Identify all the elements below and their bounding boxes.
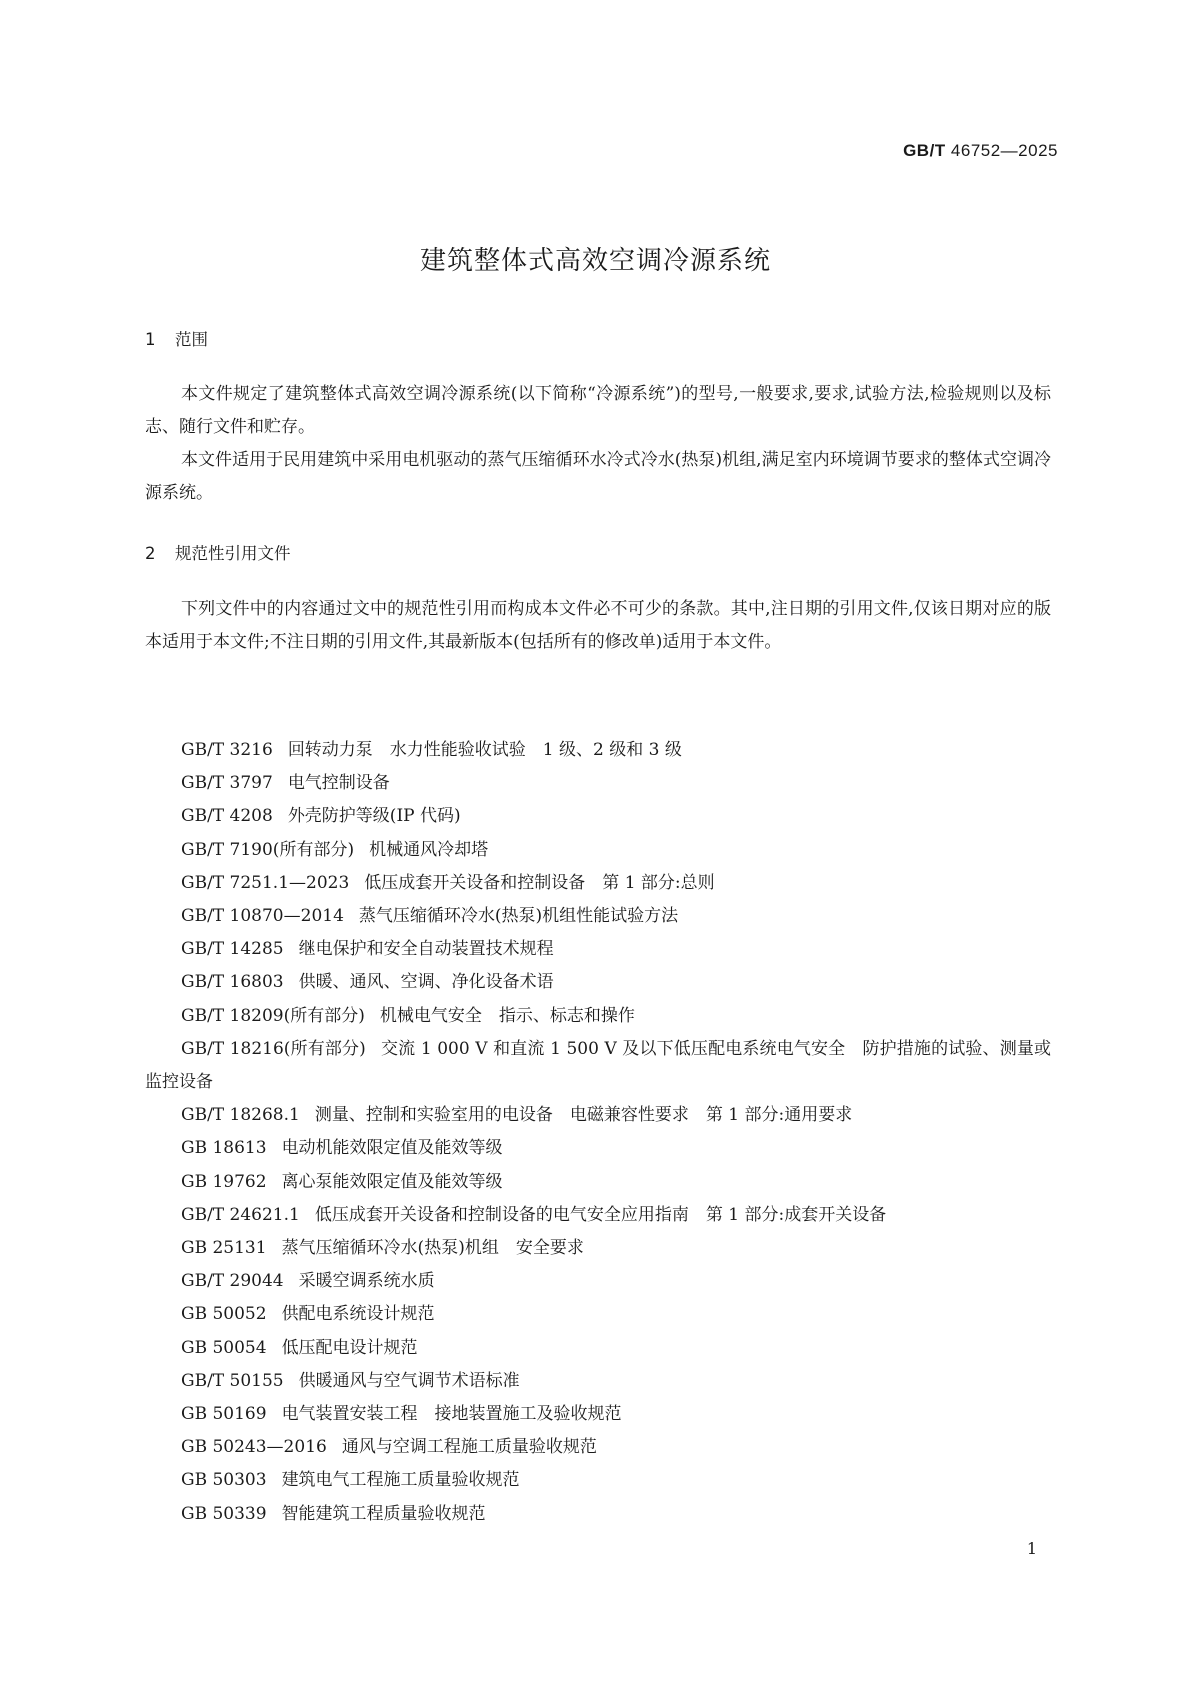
reference-title: 回转动力泵 水力性能验收试验 1 级、2 级和 3 级: [287, 740, 682, 760]
reference-item: [145, 1498, 1051, 1531]
section-title: 规范性引用文件: [175, 544, 291, 563]
reference-code: GB/T 4208: [181, 806, 273, 827]
reference-title: 电气装置安装工程 接地装置施工及验收规范: [281, 1404, 622, 1425]
reference-code: GB 50054: [181, 1337, 267, 1358]
reference-title: 通风与空调工程施工质量验收规范: [341, 1437, 597, 1458]
reference-title: 蒸气压缩循环冷水(热泵)机组性能试验方法: [358, 906, 679, 927]
reference-item: [145, 933, 1051, 966]
reference-code: GB/T 18268.1: [181, 1105, 300, 1126]
reference-item: [145, 1431, 1051, 1464]
reference-item: [145, 1464, 1051, 1497]
section-heading-scope: [145, 326, 208, 350]
references-intro: 下列文件中的内容通过文中的规范性引用而构成本文件必不可少的条款。其中,注日期的引用文件,仅该日期对应的版本适用于本文件;不注日期的引用文件,其最新版本(包括所有的修改单)适用于本文件。: [145, 599, 1051, 652]
reference-item: [145, 734, 1051, 767]
reference-code: GB/T 7190(所有部分): [181, 839, 355, 860]
reference-title: 电气控制设备: [287, 773, 390, 794]
reference-code: GB 18613: [181, 1138, 267, 1159]
section-heading-normative-references: [145, 540, 291, 564]
reference-title: 供暖通风与空气调节术语标准: [298, 1370, 520, 1391]
reference-code: GB/T 18209(所有部分): [181, 1005, 365, 1026]
reference-title: 机械电气安全 指示、标志和操作: [379, 1005, 635, 1026]
reference-code: GB/T 29044: [181, 1271, 284, 1292]
reference-item: [145, 834, 1051, 867]
reference-title: 建筑电气工程施工质量验收规范: [281, 1470, 520, 1491]
reference-title: 供暖、通风、空调、净化设备术语: [298, 972, 554, 993]
reference-item: [145, 800, 1051, 833]
reference-item: [145, 1398, 1051, 1431]
page-number: 1: [1026, 1539, 1037, 1558]
reference-code: GB 50169: [181, 1404, 267, 1425]
reference-title: 低压成套开关设备和控制设备的电气安全应用指南 第 1 部分:成套开关设备: [314, 1204, 887, 1225]
reference-item: [145, 966, 1051, 999]
reference-code: GB/T 3216: [181, 740, 273, 760]
section-number: 2: [145, 544, 156, 563]
reference-title: 离心泵能效限定值及能效等级: [281, 1171, 503, 1192]
reference-title: 采暖空调系统水质: [298, 1271, 435, 1292]
reference-code: GB/T 50155: [181, 1370, 284, 1391]
reference-title: 电动机能效限定值及能效等级: [281, 1138, 503, 1159]
reference-code: GB 50243—2016: [181, 1437, 327, 1458]
reference-item: [145, 1265, 1051, 1298]
reference-item: [145, 1132, 1051, 1165]
standard-prefix: GB/T: [903, 141, 946, 160]
reference-title: 蒸气压缩循环冷水(热泵)机组 安全要求: [281, 1238, 584, 1259]
reference-item: [145, 867, 1051, 900]
reference-item: [145, 1166, 1051, 1199]
reference-code: GB/T 3797: [181, 773, 273, 794]
reference-code: GB 50052: [181, 1304, 267, 1325]
reference-item: [145, 1332, 1051, 1365]
reference-code: GB/T 18216(所有部分): [181, 1038, 366, 1059]
reference-code: GB 25131: [181, 1238, 267, 1259]
reference-code: GB/T 14285: [181, 939, 284, 960]
reference-title: 供配电系统设计规范: [281, 1304, 435, 1325]
reference-title: 测量、控制和实验室用的电设备 电磁兼容性要求 第 1 部分:通用要求: [314, 1105, 853, 1126]
reference-title: 外壳防护等级(IP 代码): [287, 806, 461, 827]
reference-code: GB/T 16803: [181, 972, 284, 993]
scope-paragraph-1: 本文件规定了建筑整体式高效空调冷源系统(以下简称“冷源系统”)的型号,一般要求,要求,试验方法,检验规则以及标志、随行文件和贮存。: [145, 384, 1051, 437]
reference-item: [145, 900, 1051, 933]
section-number: 1: [145, 330, 156, 349]
reference-item: [145, 1099, 1051, 1132]
reference-item: [145, 1199, 1051, 1232]
reference-item: [145, 1298, 1051, 1331]
reference-item: [145, 1365, 1051, 1398]
reference-code: GB/T 10870—2014: [181, 906, 344, 927]
reference-list: [145, 734, 1051, 1531]
reference-title: 低压成套开关设备和控制设备 第 1 部分:总则: [364, 872, 715, 893]
reference-code: GB 50339: [181, 1503, 267, 1524]
reference-title: 智能建筑工程质量验收规范: [281, 1503, 486, 1524]
section-title: 范围: [175, 330, 208, 349]
reference-title: 交流 1 000 V 和直流 1 500 V 及以下低压配电系统电气安全 防护措施的试验、测量或监控设备: [145, 1038, 1052, 1093]
reference-item: [145, 767, 1051, 800]
reference-code: GB 50303: [181, 1470, 267, 1491]
reference-item: [145, 1000, 1051, 1033]
document-title: 建筑整体式高效空调冷源系统: [419, 246, 771, 276]
reference-item: [145, 1232, 1051, 1265]
reference-title: 机械通风冷却塔: [369, 839, 489, 860]
reference-title: 低压配电设计规范: [281, 1337, 418, 1358]
standard-code: [903, 141, 1058, 161]
scope-paragraph-2: 本文件适用于民用建筑中采用电机驱动的蒸气压缩循环水冷式冷水(热泵)机组,满足室内环境调节要求的整体式空调冷源系统。: [145, 450, 1051, 503]
reference-code: GB/T 7251.1—2023: [181, 872, 350, 893]
standard-number: 46752—2025: [950, 141, 1058, 160]
reference-title: 继电保护和安全自动装置技术规程: [298, 939, 554, 960]
reference-code: GB/T 24621.1: [181, 1204, 300, 1225]
reference-code: GB 19762: [181, 1171, 267, 1192]
reference-item: [145, 1033, 1051, 1099]
